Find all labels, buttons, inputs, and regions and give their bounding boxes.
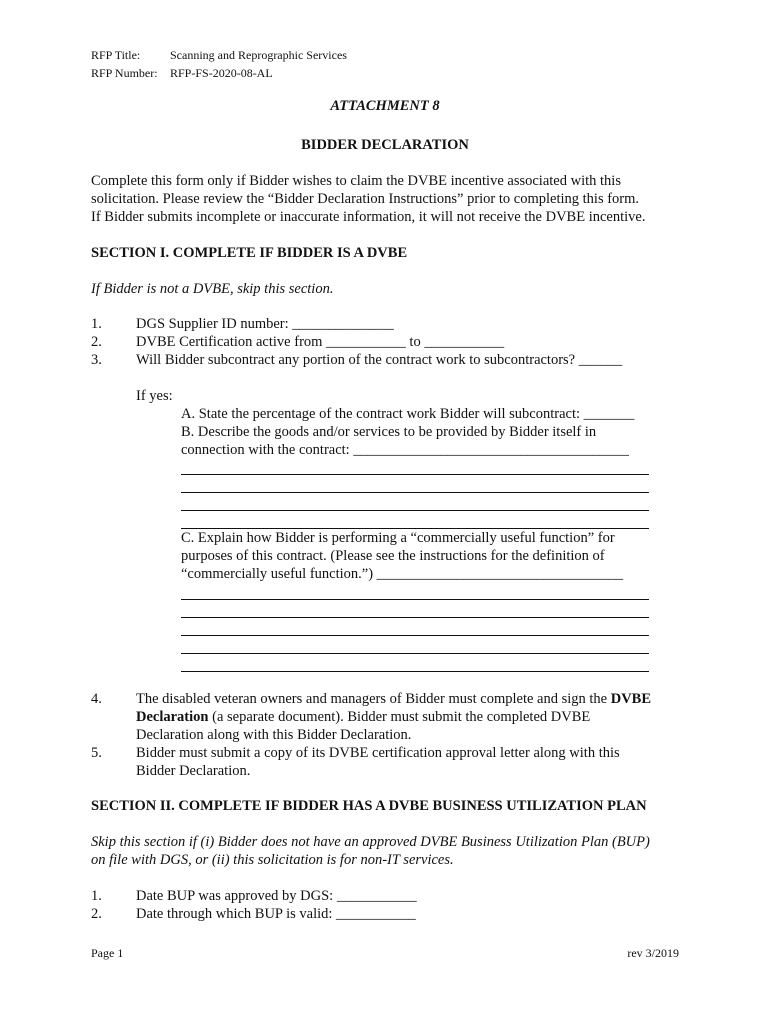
intro-line: If Bidder submits incomplete or inaccurate information, it will not receive the DVBE incentive. (91, 209, 646, 225)
item-number: 2. (91, 906, 102, 922)
answer-line[interactable] (181, 599, 649, 600)
describe-goods-field[interactable]: connection with the contract: ______________________________________ (181, 442, 629, 458)
commercially-useful-label: C. Explain how Bidder is performing a “commercially useful function” for (181, 530, 615, 546)
section1-note: If Bidder is not a DVBE, skip this section. (91, 281, 334, 297)
intro-line: Complete this form only if Bidder wishes to claim the DVBE incentive associated with this (91, 173, 621, 189)
commercially-useful-field[interactable]: “commercially useful function.”) __________________________________ (181, 566, 624, 582)
page-title: BIDDER DECLARATION (301, 137, 469, 153)
item-number: 4. (91, 691, 102, 707)
bup-valid-date-field[interactable]: Date through which BUP is valid: ___________ (136, 906, 416, 922)
item-number: 2. (91, 334, 102, 350)
item-number: 1. (91, 316, 102, 332)
item5-line: Bidder Declaration. (136, 763, 251, 779)
section2-note: on file with DGS, or (ii) this solicitation is for non-IT services. (91, 852, 454, 868)
section1-heading: SECTION I. COMPLETE IF BIDDER IS A DVBE (91, 245, 408, 261)
answer-line[interactable] (181, 653, 649, 654)
certification-dates-field[interactable]: DVBE Certification active from ___________ to ___________ (136, 334, 505, 350)
rfp-number-label: RFP Number: (91, 66, 158, 80)
intro-line: solicitation. Please review the “Bidder Declaration Instructions” prior to completing this form. (91, 191, 640, 207)
answer-line[interactable] (181, 492, 649, 493)
section2-note: Skip this section if (i) Bidder does not have an approved DVBE Business Utilization Plan (BUP) (91, 834, 650, 850)
answer-line[interactable] (181, 635, 649, 636)
item-number: 5. (91, 745, 102, 761)
subcontract-percentage-field[interactable]: A. State the percentage of the contract work Bidder will subcontract: _______ (181, 406, 635, 422)
item4-line: Declaration (a separate document). Bidder must submit the completed DVBE (136, 709, 591, 725)
page-number: Page 1 (91, 946, 124, 960)
section2-heading: SECTION II. COMPLETE IF BIDDER HAS A DVBE BUSINESS UTILIZATION PLAN (91, 798, 647, 814)
supplier-id-field[interactable]: DGS Supplier ID number: ______________ (136, 316, 394, 332)
commercially-useful-label: purposes of this contract. (Please see the instructions for the definition of (181, 548, 605, 564)
answer-line[interactable] (181, 671, 649, 672)
item4-line: The disabled veteran owners and managers of Bidder must complete and sign the DVBE (136, 691, 652, 707)
item4-line: Declaration along with this Bidder Declaration. (136, 727, 412, 743)
answer-line[interactable] (181, 474, 649, 475)
describe-goods-label: B. Describe the goods and/or services to be provided by Bidder itself in (181, 424, 597, 440)
if-yes-label: If yes: (136, 388, 173, 404)
rfp-number-value: RFP-FS-2020-08-AL (170, 66, 273, 80)
rfp-title-label: RFP Title: (91, 48, 141, 62)
answer-line[interactable] (181, 510, 649, 511)
subcontract-answer-field[interactable]: Will Bidder subcontract any portion of the contract work to subcontractors? ______ (136, 352, 623, 368)
revision-label: rev 3/2019 (627, 946, 679, 960)
answer-line[interactable] (181, 617, 649, 618)
rfp-title-value: Scanning and Reprographic Services (170, 48, 347, 62)
attachment-label: ATTACHMENT 8 (330, 98, 440, 114)
item-number: 3. (91, 352, 102, 368)
item-number: 1. (91, 888, 102, 904)
item5-line: Bidder must submit a copy of its DVBE certification approval letter along with this (136, 745, 620, 761)
bup-approved-date-field[interactable]: Date BUP was approved by DGS: ___________ (136, 888, 417, 904)
